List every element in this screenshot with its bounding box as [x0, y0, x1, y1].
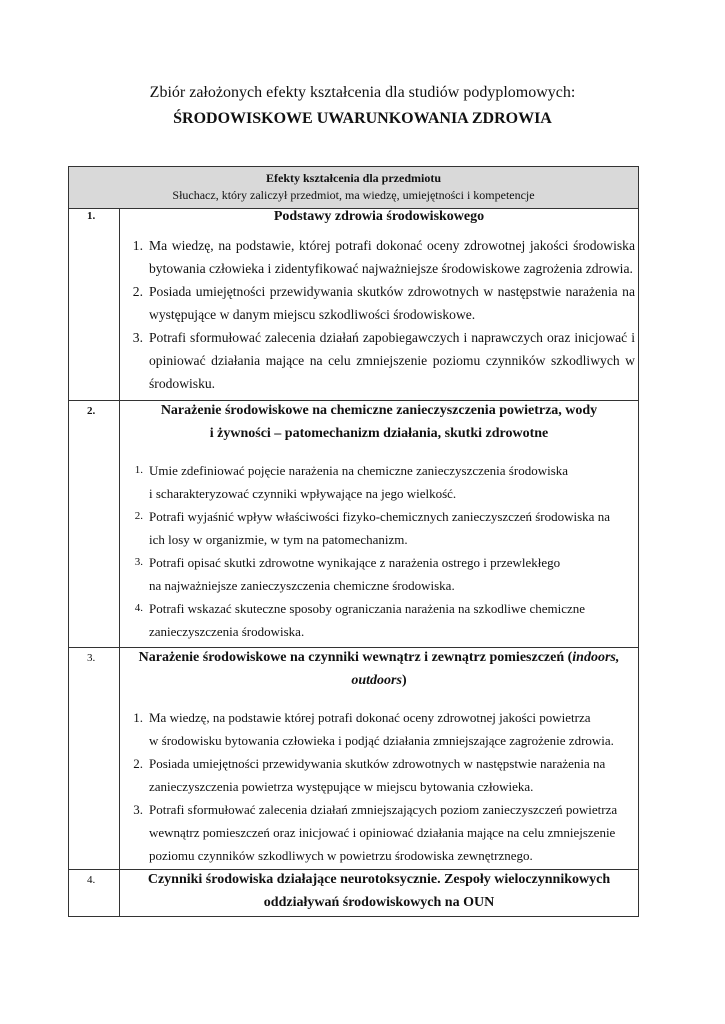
list-item: 3. Potrafi sformułować zalecenia działań zmniejszających poziom zanieczyszczeń powietrza wewnątrz pomieszczeń oraz inicjować i opiniować działania mające na celu zmniejszenie poziomu czynników szkodliwych w powietrzu środowiska zewnętrznego. [133, 802, 618, 863]
section-number: 1. [87, 210, 96, 222]
list-item: 3. Potrafi sformułować zalecenia działań zapobiegawczych i naprawczych oraz inicjować i opiniować działania mające na celu zmniejszenie poziomu czynników szkodliwych w środowisku. [132, 330, 635, 391]
list-item: 2. Posiada umiejętności przewidywania skutków zdrowotnych w następstwie narażenia na zanieczyszczenia powietrza występujące w miejscu bytowania człowieka. [133, 756, 606, 794]
list-item: 2. Posiada umiejętności przewidywania skutków zdrowotnych w następstwie narażenia na występujące w danym miejscu szkodliwości środowiskowe. [132, 284, 635, 322]
section-title: Narażenie środowiskowe na chemiczne zanieczyszczenia powietrza, wody i żywności – patomechanizm działania, skutki zdrowotne [160, 403, 598, 441]
list-item: 1. Umie zdefiniować pojęcie narażenia na chemiczne zanieczyszczenia środowiska i scharakteryzować czynniki wpływające na jego wielkość. [134, 463, 569, 501]
section-number: 3. [87, 652, 96, 664]
table-header-subtitle: Słuchacz, który zaliczył przedmiot, ma wiedzę, umiejętności i kompetencje [172, 188, 535, 202]
section-items [123, 234, 635, 395]
list-item: 4. Potrafi wskazać skuteczne sposoby ograniczania narażenia na szkodliwe chemiczne zanieczyszczenia środowiska. [134, 601, 586, 639]
section-number: 2. [87, 405, 96, 417]
list-item: 1. Ma wiedzę, na podstawie której potrafi dokonać oceny zdrowotnej jakości powietrza w środowisku bytowania człowieka i podjąć działania zmniejszające zagrożenie zdrowia. [133, 710, 614, 748]
section-title: Podstawy zdrowia środowiskowego [273, 209, 485, 224]
section-items [123, 706, 635, 867]
learning-outcomes-table [68, 166, 639, 917]
section-title: Narażenie środowiskowe na czynniki wewnątrz i zewnątrz pomieszczeń (indoors, outdoors) [138, 650, 620, 688]
document-title: Zbiór założonych efekty kształcenia dla studiów podyplomowych: [149, 84, 576, 101]
table-header [69, 167, 638, 209]
table-header-title: Efekty kształcenia dla przedmiotu [266, 171, 441, 185]
section-number: 4. [87, 874, 96, 886]
section-title: Czynniki środowiska działające neurotoksycznie. Zespoły wieloczynnikowych oddziaływań środowiskowych na OUN [147, 872, 611, 910]
document-subtitle: ŚRODOWISKOWE UWARUNKOWANIA ZDROWIA [173, 110, 552, 127]
list-item: 2. Potrafi wyjaśnić wpływ właściwości fizyko-chemicznych zanieczyszczeń środowiska na ich losy w organizmie, w tym na patomechanizm. [134, 509, 610, 547]
section-items [123, 459, 635, 643]
list-item: 3. Potrafi opisać skutki zdrowotne wynikające z narażenia ostrego i przewlekłego na najważniejsze zanieczyszczenia chemiczne środowiska. [134, 555, 561, 593]
column-divider [119, 208, 120, 916]
list-item: 1. Ma wiedzę, na podstawie, której potrafi dokonać oceny zdrowotnej jakości środowiska bytowania człowieka i zidentyfikować najważniejsze środowiskowe zagrożenia zdrowia. [132, 238, 635, 276]
